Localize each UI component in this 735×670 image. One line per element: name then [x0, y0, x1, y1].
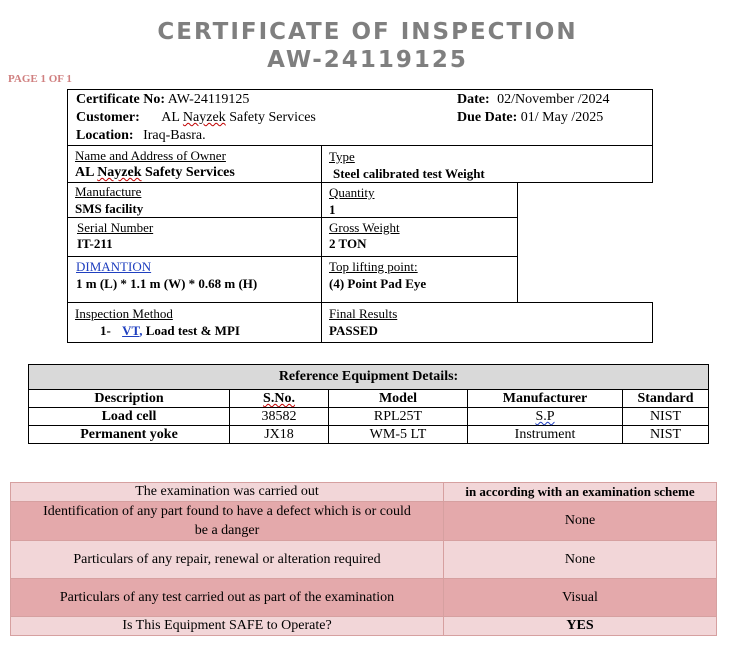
- table-row: [11, 541, 717, 579]
- customer-value: AL Nayzek Safety Services: [161, 110, 316, 125]
- exam-question: Is This Equipment SAFE to Operate?: [11, 617, 444, 636]
- cell-manufacturer: S.P: [468, 408, 623, 426]
- exam-question: Particulars of any test carried out as part of the examination: [11, 579, 444, 617]
- examination-table: [10, 482, 717, 636]
- cell-model: RPL25T: [329, 408, 468, 426]
- cell-standard: NIST: [623, 426, 709, 444]
- dimension-value: 1 m (L) * 1.1 m (W) * 0.68 m (H): [76, 276, 258, 291]
- date-value: 02/November /2024: [497, 92, 610, 107]
- cert-no-label: Certificate No:: [76, 92, 166, 107]
- quantity-value: 1: [329, 202, 336, 217]
- certificate-title: CERTIFICATE OF INSPECTION: [157, 19, 578, 45]
- table-row: [29, 408, 709, 426]
- exam-question: The examination was carried out: [11, 483, 444, 502]
- manufacture-value: SMS facility: [75, 201, 144, 216]
- table-row: [11, 617, 717, 636]
- cell-sno: JX18: [230, 426, 329, 444]
- type-value: Steel calibrated test Weight: [333, 166, 485, 181]
- col-sno: S.No.: [230, 390, 329, 408]
- exam-question: Identification of any part found to have a defect which is or could be a danger: [11, 502, 444, 541]
- dimension-label: DIMANTION: [76, 259, 152, 274]
- inspection-method-label: Inspection Method: [75, 306, 173, 321]
- serial-value: IT-211: [77, 236, 113, 251]
- table-row: [11, 579, 717, 617]
- table-row: [11, 483, 717, 502]
- exam-question: Particulars of any repair, renewal or alteration required: [11, 541, 444, 579]
- lifting-point-value: (4) Point Pad Eye: [329, 276, 427, 291]
- cell-sno: 38582: [230, 408, 329, 426]
- cert-no-row: [76, 92, 249, 108]
- final-results-label: Final Results: [329, 306, 398, 321]
- certificate-number-title: AW-24119125: [267, 47, 468, 73]
- cell-standard: NIST: [623, 408, 709, 426]
- inspection-method-value: 1- VT, Load test & MPI: [100, 323, 240, 338]
- due-date-label: Due Date:: [457, 110, 518, 125]
- customer-label: Customer:: [76, 110, 140, 125]
- cell-description: Load cell: [29, 408, 230, 426]
- location-value: Iraq-Basra.: [143, 128, 206, 143]
- table-row: [29, 426, 709, 444]
- customer-row: [76, 110, 316, 126]
- manufacture-label: Manufacture: [75, 184, 142, 199]
- owner-label: Name and Address of Owner: [75, 148, 226, 163]
- gross-weight-label: Gross Weight: [329, 220, 400, 235]
- cell-manufacturer: Instrument: [468, 426, 623, 444]
- type-label: Type: [329, 149, 355, 164]
- col-description: Description: [29, 390, 230, 408]
- col-manufacturer: Manufacturer: [468, 390, 623, 408]
- col-standard: Standard: [623, 390, 709, 408]
- safe-to-operate-answer: YES: [444, 617, 717, 636]
- cell-model: WM-5 LT: [329, 426, 468, 444]
- cell-description: Permanent yoke: [29, 426, 230, 444]
- col-model: Model: [329, 390, 468, 408]
- serial-label: Serial Number: [77, 220, 154, 235]
- date-row: [457, 92, 610, 108]
- gross-weight-value: 2 TON: [329, 236, 367, 251]
- location-row: [76, 128, 206, 144]
- cert-no-value: AW-24119125: [167, 92, 250, 107]
- due-date-row: [457, 110, 603, 126]
- exam-answer: None: [444, 502, 717, 541]
- exam-answer: Visual: [444, 579, 717, 617]
- due-date-value: 01/ May /2025: [520, 110, 604, 125]
- quantity-label: Quantity: [329, 185, 375, 200]
- lifting-point-label: Top lifting point:: [329, 259, 418, 274]
- final-results-value: PASSED: [329, 323, 378, 338]
- reference-equipment-table: [28, 364, 709, 444]
- location-label: Location:: [76, 128, 134, 143]
- page-number: PAGE 1 OF 1: [8, 73, 72, 85]
- exam-answer: in according with an examination scheme: [444, 483, 717, 502]
- reference-caption: Reference Equipment Details:: [29, 365, 709, 390]
- exam-answer: None: [444, 541, 717, 579]
- date-label: Date:: [457, 92, 490, 107]
- table-row: [11, 502, 717, 541]
- owner-value: AL Nayzek Safety Services: [75, 165, 235, 180]
